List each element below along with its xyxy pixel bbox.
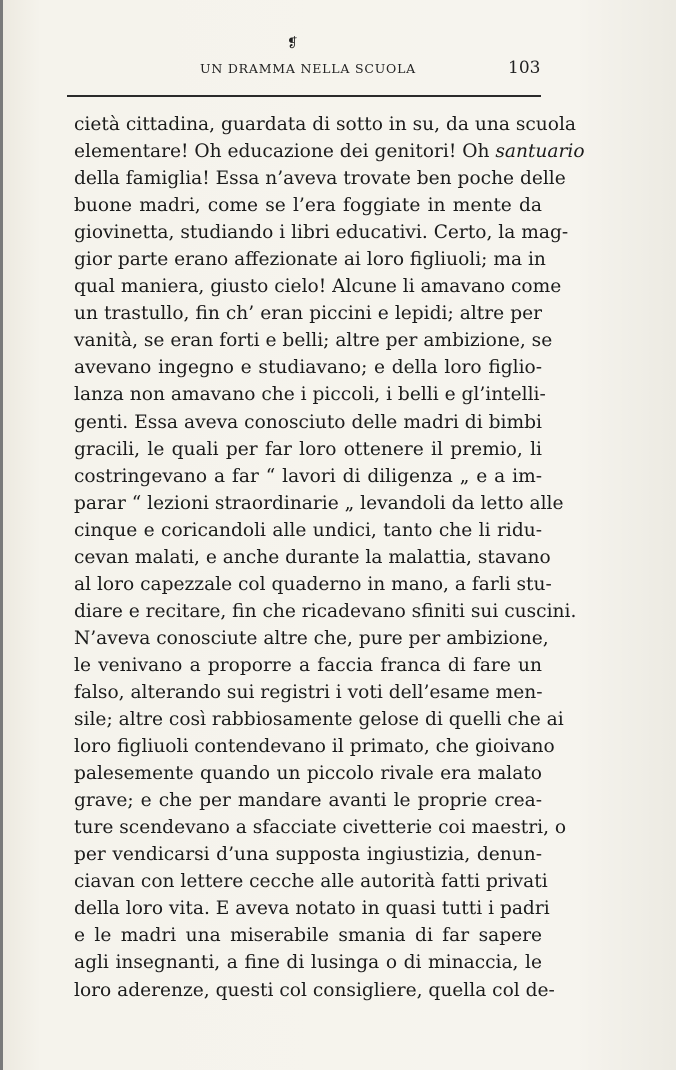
text-line: le venivano a proporre a faccia franca di fare un (74, 654, 542, 676)
text-line: lanza non amavano che i piccoli, i belli e gl’intelli- (74, 384, 546, 406)
page-number: 103 (508, 58, 541, 78)
text-line: palesemente quando un piccolo rivale era malato (74, 763, 542, 785)
text-line: giovinetta, studiando i libri educativi. Certo, la mag- (74, 222, 569, 244)
text-line: vanità, se eran forti e belli; altre per ambizione, se (74, 330, 553, 352)
text-line: genti. Essa aveva conosciuto delle madri di bimbi (74, 411, 542, 433)
text-line: della loro vita. E aveva notato in quasi tutti i padri (74, 898, 550, 920)
text-line: sile; altre così rabbiosamente gelose di quelli che ai (74, 709, 564, 731)
text-line: un trastullo, fin ch’ eran piccini e lepidi; altre per (74, 303, 542, 325)
text-line: elementare! Oh educazione dei genitori! Oh santuario (74, 141, 585, 163)
text-line: costringevano a far “ lavori di diligenza „ e a im- (74, 465, 542, 487)
text-line: ture scendevano a sfacciate civetterie coi maestri, o (74, 817, 567, 839)
text-line: grave; e che per mandare avanti le proprie crea- (74, 790, 542, 812)
text-line: loro figliuoli contendevano il primato, che gioivano (74, 736, 555, 758)
text-line: gior parte erano affezionate ai loro figliuoli; ma in (74, 249, 546, 271)
text-line: buone madri, come se l’era foggiate in mente da (74, 195, 542, 217)
running-title: UN DRAMMA NELLA SCUOLA (200, 61, 417, 76)
text-line: e le madri una miserabile smania di far sapere (74, 925, 542, 947)
text-line: per vendicarsi d’una supposta ingiustizia, denun- (74, 844, 542, 866)
text-line: avevano ingegno e studiavano; e della loro figlio- (74, 357, 542, 379)
text-line: al loro capezzale col quaderno in mano, a farli stu- (74, 573, 552, 595)
text-line: N’aveva conosciute altre che, pure per ambizione, (74, 627, 549, 649)
text-line: della famiglia! Essa n’aveva trovate ben poche delle (74, 168, 566, 190)
text-line: diare e recitare, fin che ricadevano sfiniti sui cuscini. (74, 600, 577, 622)
text-line: cietà cittadina, guardata di sotto in su, da una scuola (74, 114, 576, 135)
italic-word: santuario (495, 141, 585, 163)
running-head (0, 58, 676, 82)
text-line: parar “ lezioni straordinarie „ levandoli da letto alle (74, 492, 564, 514)
text-line: loro aderenze, questi col consigliere, quella col de- (74, 979, 555, 1001)
text-line: agli insegnanti, a fine di lusinga o di minaccia, le (74, 952, 542, 974)
page-edge (0, 0, 3, 1070)
text-line: cevan malati, e anche durante la malattia, stavano (74, 546, 551, 568)
text-line: falso, alterando sui registri i voti dell’esame men- (74, 681, 543, 703)
text-line: gracili, le quali per far loro ottenere il premio, li (74, 438, 542, 460)
printer-mark: ❡ (287, 36, 298, 51)
body-text (74, 111, 585, 1004)
text-line: ciavan con lettere cecche alle autorità fatti privati (74, 871, 548, 893)
text-line: qual maniera, giusto cielo! Alcune li amavano come (74, 276, 562, 298)
text-line: cinque e coricandoli alle undici, tanto che li ridu- (74, 519, 542, 541)
header-rule (67, 95, 541, 97)
